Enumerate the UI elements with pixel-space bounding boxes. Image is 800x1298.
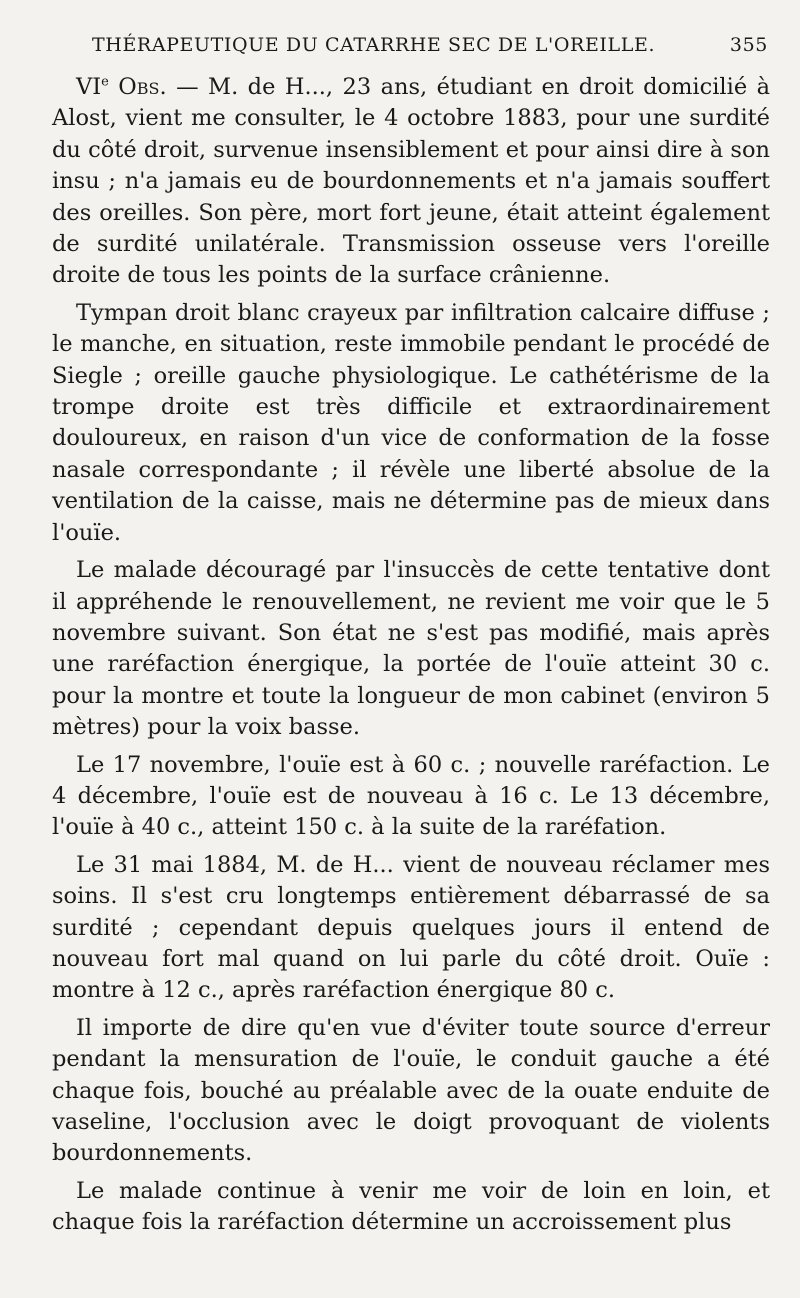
observation-number: VI bbox=[76, 74, 102, 100]
paragraph-december-measures: Le 17 novembre, l'ouïe est à 60 c. ; nouvelle raréfaction. Le 4 décembre, l'ouïe est de nouveau à 16 c. Le 13 décembre, l'ouïe à 40 c., atteint 150 c. à la suite de la raréfation. bbox=[52, 751, 770, 841]
paragraph-november-visit: Le malade découragé par l'insuccès de cette tentative dont il appréhende le renouvellement, ne revient me voir que le 5 novembre suivant. Son état ne s'est pas modifié, mais après une raréfaction énergique, la portée de l'ouïe atteint 30 c. pour la montre et toute la longueur de mon cabinet (environ 5 mètres) pour la voix basse. bbox=[52, 557, 770, 741]
body-text bbox=[52, 72, 770, 1245]
running-title: THÉRAPEUTIQUE DU CATARRHE SEC DE L'OREILLE. bbox=[92, 34, 656, 56]
running-header bbox=[92, 34, 768, 64]
paragraph-may-1884: Le 31 mai 1884, M. de H... vient de nouveau réclamer mes soins. Il s'est cru longtemps entièrement débarrassé de sa surdité ; cependant depuis quelques jours il entend de nouveau fort mal quand on lui parle du côté droit. Ouïe : montre à 12 c., après raréfaction énergique 80 c. bbox=[52, 851, 770, 1004]
paragraph-tympan-exam: Tympan droit blanc crayeux par infiltration calcaire diffuse ; le manche, en situation, reste immobile pendant le procédé de Siegle ; oreille gauche physiologique. Le cathétérisme de la trompe droite est très difficile et extraordinairement douloureux, en raison d'un vice de conformation de la fosse nasale correspondante ; il révèle une liberté absolue de la ventilation de la caisse, mais ne détermine pas de mieux dans l'ouïe. bbox=[52, 299, 770, 546]
observation-number-suffix: e bbox=[101, 74, 109, 90]
page-number: 355 bbox=[729, 34, 768, 56]
paragraph-observation-intro bbox=[52, 72, 770, 292]
paragraph-text: — M. de H..., 23 ans, étudiant en droit domicilié à Alost, vient me consulter, le 4 octobre 1883, pour une surdité du côté droit, survenue insensiblement et pour ainsi dire à son insu ; n'a jamais eu de bourdonnements et n'a jamais souffert des oreilles. Son père, mort fort jeune, était atteint également de surdité unilatérale. Transmission osseuse vers l'oreille droite de tous les points de la surface crânienne. bbox=[52, 74, 770, 289]
paragraph-continuation: Le malade continue à venir me voir de loin en loin, et chaque fois la raréfaction détermine un accroissement plus bbox=[52, 1177, 770, 1236]
paragraph-method-note: Il importe de dire qu'en vue d'éviter toute source d'erreur pendant la mensuration de l'ouïe, le conduit gauche a été chaque fois, bouché au préalable avec de la ouate enduite de vaseline, l'occlusion avec le doigt provoquant de violents bourdonnements. bbox=[52, 1014, 770, 1167]
observation-label: Obs. bbox=[118, 74, 167, 100]
